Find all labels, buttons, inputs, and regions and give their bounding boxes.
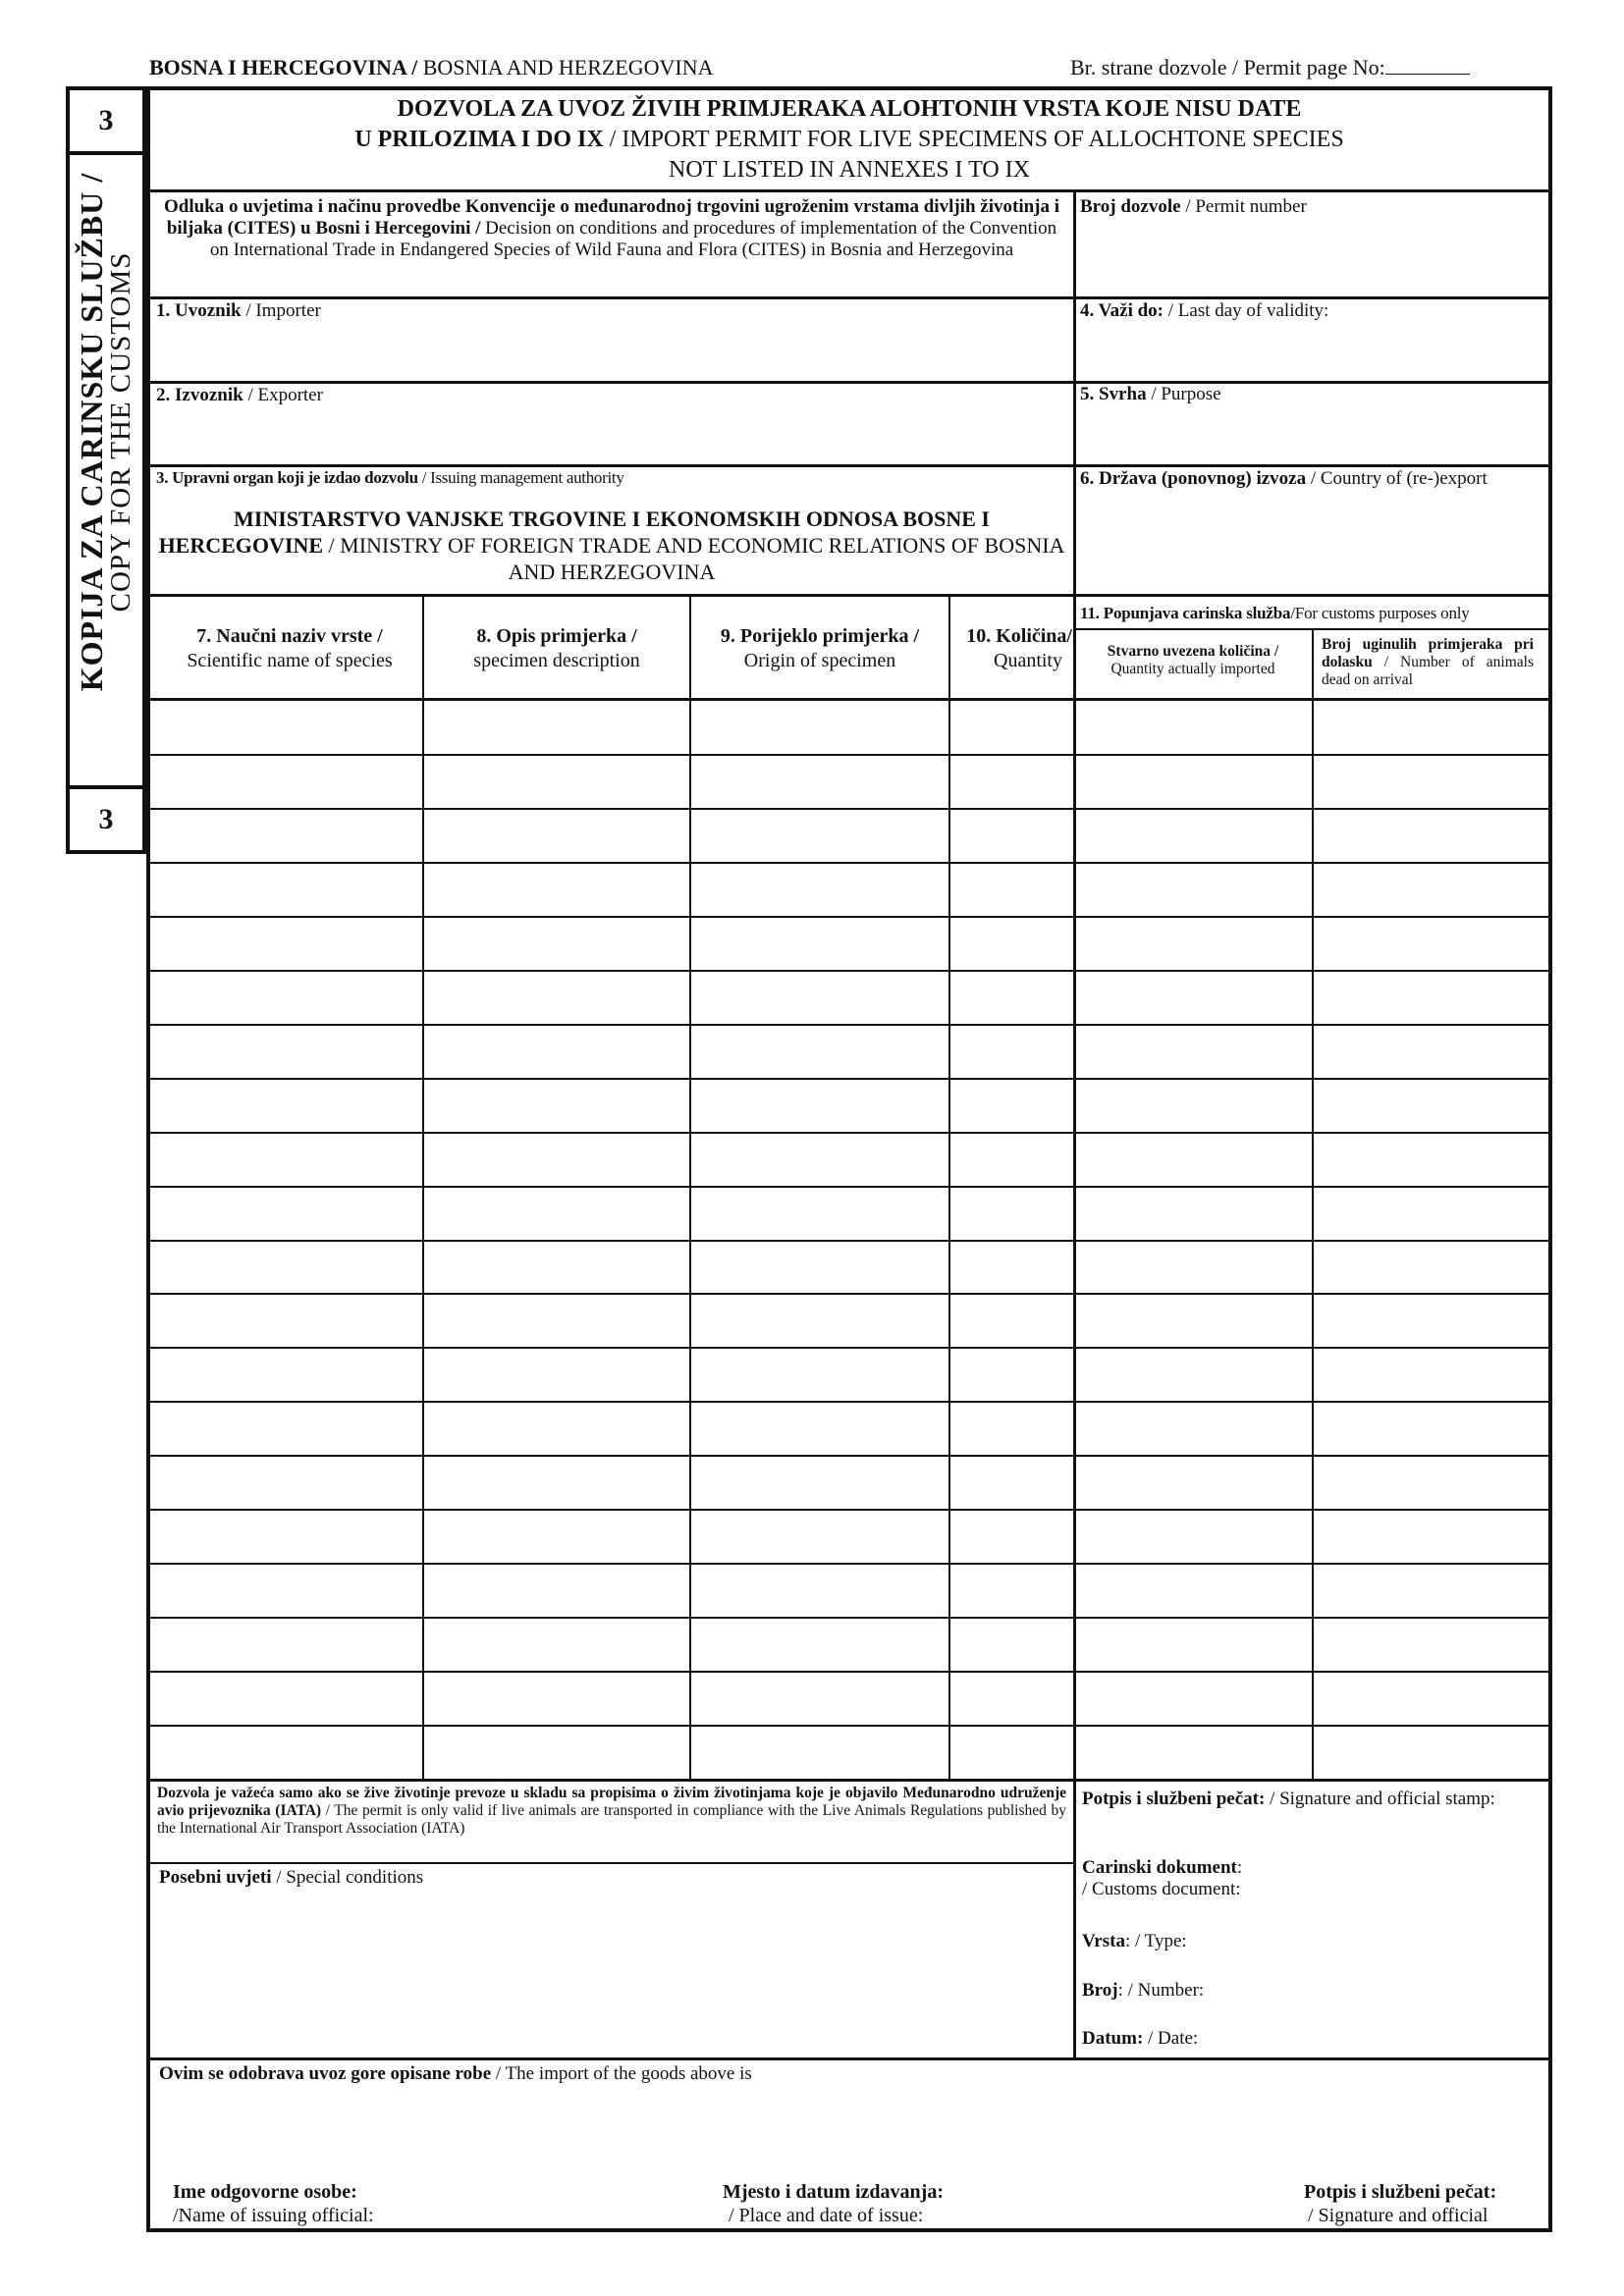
table-cell[interactable] [692, 1081, 946, 1129]
table-cell[interactable] [692, 1027, 946, 1075]
table-cell[interactable] [951, 1027, 1070, 1075]
table-cell[interactable] [425, 1296, 686, 1344]
table-cell[interactable] [951, 1081, 1070, 1129]
decision-text [157, 196, 1066, 261]
table-cell[interactable] [1076, 1512, 1309, 1560]
title-line-2-bs: U PRILOZIMA I DO IX [354, 127, 604, 152]
country-label [1080, 468, 1532, 490]
customs-number-en: : / Number: [1117, 1980, 1205, 2001]
table-cell[interactable] [692, 1189, 946, 1237]
table-cell[interactable] [1315, 1135, 1545, 1183]
issuing-official-bs: Ime odgovorne osobe: [173, 2181, 357, 2203]
customs-number-label [1082, 1980, 1204, 2002]
importer-bs: 1. Uvoznik [156, 300, 242, 321]
col-scientific-name [157, 624, 422, 673]
validity-bs: 4. Važi do: [1080, 300, 1164, 321]
customs-col-quantity [1080, 643, 1306, 678]
table-cell[interactable] [153, 1404, 419, 1452]
col-origin-en: Origin of specimen [743, 650, 896, 671]
customs-type-en: : / Type: [1124, 1931, 1187, 1951]
table-cell[interactable] [692, 1728, 946, 1776]
table-cell[interactable] [153, 1512, 419, 1560]
validity-label [1080, 300, 1328, 322]
table-cell[interactable] [951, 973, 1070, 1021]
table-cell[interactable] [692, 703, 946, 751]
customs-date-en: / Date: [1143, 2028, 1199, 2049]
table-cell[interactable] [425, 1135, 686, 1183]
table-cell[interactable] [692, 1458, 946, 1506]
table-row-divider [150, 1563, 1548, 1565]
table-cell[interactable] [153, 1243, 419, 1291]
customs-col-dead [1322, 636, 1534, 689]
importer-en: / Importer [241, 300, 321, 321]
table-cell[interactable] [425, 1243, 686, 1291]
table-row-divider [150, 916, 1548, 918]
approval-bs: Ovim se odobrava uvoz gore opisane robe [159, 2063, 492, 2084]
col-scientific-name-en: Scientific name of species [187, 650, 393, 671]
customs-signature-bs: Potpis i službeni pečat: [1082, 1789, 1266, 1809]
authority-name-en: / MINISTRY OF FOREIGN TRADE AND ECONOMIC RELATIONS OF BOSNIA AND HERZEGOVINA [323, 533, 1065, 584]
table-cell[interactable] [692, 1512, 946, 1560]
table-header-divider [150, 698, 1548, 701]
table-cell[interactable] [951, 1296, 1070, 1344]
customs-date-bs: Datum: [1082, 2028, 1144, 2049]
table-cell[interactable] [153, 1566, 419, 1614]
table-row-divider [150, 808, 1548, 810]
exporter-label [156, 385, 323, 406]
authority-bs: 3. Upravni organ koji je izdao dozvolu [156, 468, 418, 487]
special-conditions-label [159, 1867, 423, 1889]
table-row-divider [150, 970, 1548, 972]
customs-col-dead-en: / Number of animals dead on arrival [1322, 654, 1534, 688]
table-cell[interactable] [1076, 1135, 1309, 1183]
customs-type-bs: Vrsta [1082, 1931, 1125, 1951]
table-cell[interactable] [1076, 1189, 1309, 1237]
customs-signature-label [1082, 1789, 1534, 1810]
table-cell[interactable] [692, 865, 946, 913]
authority-name [157, 506, 1066, 585]
decision-en: Decision on conditions and procedures of implementation of the Convention on International Trade in Endangered Species of Wild Fauna and Flora (CITES) in Bosnia and Herzegovina [209, 218, 1057, 260]
customs-col-dead-bs: Broj uginulih primjeraka pri dolasku [1322, 636, 1534, 670]
table-cell[interactable] [425, 1350, 686, 1398]
table-cell[interactable] [153, 1458, 419, 1506]
purpose-label [1080, 384, 1221, 405]
table-cell[interactable] [1315, 865, 1545, 913]
issuer-signature [1304, 2180, 1496, 2227]
table-cell[interactable] [692, 1135, 946, 1183]
table-cell[interactable] [1076, 757, 1309, 805]
table-cell[interactable] [692, 1674, 946, 1722]
table-cell[interactable] [1315, 1566, 1545, 1614]
table-cell[interactable] [951, 1728, 1070, 1776]
approval-statement [159, 2063, 752, 2085]
decision-bs: Odluka o uvjetima i načinu provedbe Konvencije o međunarodnoj trgovini ugroženim vrstama divljih životinja i biljaka (CITES) u Bosni i Hercegovini / [163, 196, 1060, 239]
table-row-divider [150, 1671, 1548, 1673]
approval-en: / The import of the goods above is [491, 2063, 752, 2084]
importer-label [156, 300, 321, 322]
permit-number-label [1080, 196, 1307, 218]
country-header-bs: BOSNA I HERCEGOVINA / [149, 55, 418, 80]
table-cell[interactable] [425, 811, 686, 859]
table-cell[interactable] [153, 1081, 419, 1129]
table-cell[interactable] [1315, 1350, 1545, 1398]
table-cell[interactable] [692, 1620, 946, 1668]
country-header-en: BOSNIA AND HERZEGOVINA [417, 55, 714, 80]
table-cell[interactable] [425, 1189, 686, 1237]
customs-document-colon: : [1236, 1857, 1243, 1878]
table-row-divider [150, 1186, 1548, 1188]
table-cell[interactable] [425, 1081, 686, 1129]
table-cell[interactable] [1315, 811, 1545, 859]
table-row-divider [150, 1078, 1548, 1080]
iata-notice-bs: Dozvola je važeća samo ako se žive životinje prevoze u skladu sa propisima o živim životinjama koje je objavilo Međunarodno udruženje avio prijevoznika (IATA) [157, 1785, 1066, 1819]
purpose-bs: 5. Svrha [1080, 384, 1147, 404]
table-cell[interactable] [1076, 811, 1309, 859]
table-cell[interactable] [1315, 1189, 1545, 1237]
permit-number-en: / Permit number [1180, 196, 1307, 217]
table-cell[interactable] [1076, 1243, 1309, 1291]
table-cell[interactable] [425, 1566, 686, 1614]
place-date-issue [723, 2180, 944, 2227]
table-cell[interactable] [1315, 1243, 1545, 1291]
col-description-en: specimen description [473, 650, 640, 671]
table-row-divider [150, 1401, 1548, 1403]
col-description [424, 624, 689, 673]
divider [150, 189, 1548, 192]
col-description-bs: 8. Opis primjerka / [476, 625, 637, 647]
table-cell[interactable] [1315, 703, 1545, 751]
divider [150, 381, 1548, 384]
table-cell[interactable] [425, 1404, 686, 1452]
table-cell[interactable] [692, 1296, 946, 1344]
table-cell[interactable] [951, 1458, 1070, 1506]
table-cell[interactable] [425, 1620, 686, 1668]
table-cell[interactable] [153, 1189, 419, 1237]
title-line-1: DOZVOLA ZA UVOZ ŽIVIH PRIMJERAKA ALOHTONIH VRSTA KOJE NISU DATE [397, 96, 1302, 122]
table-row-divider [150, 1240, 1548, 1242]
table-cell[interactable] [1315, 1296, 1545, 1344]
table-cell[interactable] [153, 1350, 419, 1398]
table-cell[interactable] [153, 865, 419, 913]
iata-notice [157, 1785, 1066, 1838]
col-quantity-bs: 10. Količina/ [966, 625, 1072, 647]
table-cell[interactable] [1315, 1728, 1545, 1776]
table-cell[interactable] [951, 1566, 1070, 1614]
issuer-signature-bs: Potpis i službeni pečat: [1304, 2181, 1497, 2203]
permit-page-field[interactable] [1385, 56, 1470, 75]
copy-label-en: COPY FOR THE CUSTOMS [105, 251, 136, 613]
table-cell[interactable] [153, 1620, 419, 1668]
table-row-divider [150, 1725, 1548, 1727]
divider [150, 296, 1548, 299]
authority-name-bs: MINISTARSTVO VANJSKE TRGOVINE I EKONOMSKIH ODNOSA BOSNE I HERCEGOVINE [158, 507, 990, 558]
place-date-en: / Place and date of issue: [729, 2205, 924, 2226]
table-cell[interactable] [951, 1135, 1070, 1183]
table-cell[interactable] [153, 1728, 419, 1776]
table-cell[interactable] [425, 703, 686, 751]
col-scientific-name-bs: 7. Naučni naziv vrste / [196, 625, 383, 647]
table-cell[interactable] [692, 1350, 946, 1398]
table-cell[interactable] [1315, 1404, 1545, 1452]
issuing-official [173, 2180, 374, 2227]
table-cell[interactable] [153, 973, 419, 1021]
table-cell[interactable] [153, 919, 419, 967]
customs-type-label [1082, 1931, 1187, 1952]
customs-document-label [1082, 1857, 1242, 1900]
divider [150, 464, 1548, 467]
customs-only-heading [1080, 604, 1470, 623]
table-cell[interactable] [951, 865, 1070, 913]
table-cell[interactable] [1076, 1620, 1309, 1668]
table-cell[interactable] [951, 1620, 1070, 1668]
table-cell[interactable] [692, 1404, 946, 1452]
table-row-divider [150, 862, 1548, 864]
table-cell[interactable] [425, 1728, 686, 1776]
table-row-divider [150, 1024, 1548, 1026]
table-cell[interactable] [153, 1135, 419, 1183]
table-cell[interactable] [153, 1027, 419, 1075]
col-origin-bs: 9. Porijeklo primjerka / [720, 625, 920, 647]
divider [1073, 190, 1076, 596]
table-cell[interactable] [1076, 865, 1309, 913]
table-cell[interactable] [1315, 1620, 1545, 1668]
table-cell[interactable] [951, 1350, 1070, 1398]
table-cell[interactable] [951, 1189, 1070, 1237]
purpose-en: / Purpose [1146, 384, 1221, 404]
table-cell[interactable] [425, 973, 686, 1021]
table-cell[interactable] [951, 1404, 1070, 1452]
table-cell[interactable] [1315, 1458, 1545, 1506]
country-header [149, 55, 714, 80]
table-cell[interactable] [153, 703, 419, 751]
table-cell[interactable] [153, 1296, 419, 1344]
validity-en: / Last day of validity: [1164, 300, 1329, 321]
table-row-divider [150, 1293, 1548, 1295]
issuing-official-en: /Name of issuing official: [173, 2205, 374, 2226]
col-origin [691, 624, 948, 673]
table-column-divider [1312, 628, 1314, 1779]
table-cell[interactable] [951, 811, 1070, 859]
table-cell[interactable] [692, 1566, 946, 1614]
table-cell[interactable] [692, 1243, 946, 1291]
table-row-divider [150, 1455, 1548, 1457]
permit-page-number [1070, 55, 1470, 80]
table-row-divider [150, 1509, 1548, 1511]
country-en: / Country of (re-)export [1306, 468, 1488, 489]
customs-document-bs: Carinski dokument [1082, 1857, 1237, 1878]
table-cell[interactable] [1315, 1512, 1545, 1560]
divider [1073, 1780, 1076, 2057]
special-conditions-bs: Posebni uvjeti [159, 1867, 272, 1888]
customs-date-label [1082, 2028, 1198, 2050]
table-cell[interactable] [1076, 1350, 1309, 1398]
copy-number-top: 3 [66, 86, 146, 155]
title-line-2 [150, 125, 1548, 155]
table-cell[interactable] [1076, 1404, 1309, 1452]
permit-title [150, 94, 1548, 186]
table-cell[interactable] [951, 1512, 1070, 1560]
customs-number-bs: Broj [1082, 1980, 1118, 2001]
divider [150, 1779, 1548, 1782]
table-cell[interactable] [153, 757, 419, 805]
permit-page-label: Br. strane dozvole / Permit page No: [1070, 55, 1385, 80]
title-line-3: NOT LISTED IN ANNEXES I TO IX [669, 157, 1030, 183]
table-cell[interactable] [1076, 919, 1309, 967]
table-cell[interactable] [951, 1243, 1070, 1291]
table-cell[interactable] [692, 973, 946, 1021]
table-cell[interactable] [1315, 973, 1545, 1021]
table-row-divider [150, 1347, 1548, 1349]
customs-document-en: / Customs document: [1082, 1879, 1241, 1899]
copy-number-bottom: 3 [66, 785, 146, 854]
table-cell[interactable] [1076, 1566, 1309, 1614]
table-cell[interactable] [1076, 973, 1309, 1021]
table-row-divider [150, 1617, 1548, 1619]
iata-notice-en: / The permit is only valid if live animals are transported in compliance with the Live Animals Regulations published by the International Air Transport Association (IATA) [157, 1802, 1066, 1837]
customs-heading-bs: 11. Popunjava carinska služba [1080, 604, 1291, 622]
special-conditions-en: / Special conditions [271, 1867, 424, 1888]
table-cell[interactable] [425, 919, 686, 967]
customs-signature-en: / Signature and official stamp: [1265, 1789, 1495, 1809]
divider [150, 594, 1548, 597]
customs-heading-en: /For customs purposes only [1290, 604, 1470, 622]
place-date-bs: Mjesto i datum izdavanja: [723, 2181, 944, 2203]
table-cell[interactable] [951, 757, 1070, 805]
table-cell[interactable] [692, 757, 946, 805]
copy-label-bs: KOPIJA ZA CARINSKU SLUŽBU / [74, 172, 109, 692]
customs-col-quantity-en: Quantity actually imported [1110, 661, 1275, 677]
table-cell[interactable] [1315, 757, 1545, 805]
table-cell[interactable] [1076, 1674, 1309, 1722]
divider [150, 1862, 1073, 1864]
col-quantity [950, 624, 1072, 673]
table-cell[interactable] [425, 1458, 686, 1506]
title-line-2-en: / IMPORT PERMIT FOR LIVE SPECIMENS OF ALLOCHTONE SPECIES [603, 127, 1344, 152]
divider [150, 2057, 1548, 2060]
table-row-divider [150, 754, 1548, 756]
special-conditions-field[interactable] [159, 1895, 1068, 2052]
table-cell[interactable] [1076, 1296, 1309, 1344]
table-cell[interactable] [1315, 1027, 1545, 1075]
table-cell[interactable] [1076, 1458, 1309, 1506]
table-cell[interactable] [1315, 1081, 1545, 1129]
table-cell[interactable] [692, 919, 946, 967]
table-cell[interactable] [425, 1027, 686, 1075]
table-row-divider [150, 1132, 1548, 1134]
table-cell[interactable] [425, 757, 686, 805]
table-cell[interactable] [425, 1674, 686, 1722]
table-cell[interactable] [1076, 1081, 1309, 1129]
country-bs: 6. Država (ponovnog) izvoza [1080, 468, 1307, 489]
table-cell[interactable] [425, 1512, 686, 1560]
table-cell[interactable] [1076, 703, 1309, 751]
table-cell[interactable] [153, 1674, 419, 1722]
issuer-signature-en: / Signature and official [1308, 2205, 1489, 2226]
authority-label [156, 468, 624, 488]
table-cell[interactable] [692, 811, 946, 859]
copy-label [67, 118, 145, 746]
table-cell[interactable] [1315, 919, 1545, 967]
permit-number-bs: Broj dozvole [1080, 196, 1181, 217]
table-cell[interactable] [951, 703, 1070, 751]
customs-col-quantity-bs: Stvarno uvezena količina / [1107, 643, 1279, 660]
table-cell[interactable] [1076, 1027, 1309, 1075]
exporter-en: / Exporter [243, 385, 323, 405]
table-cell[interactable] [951, 1674, 1070, 1722]
col-quantity-en: Quantity [994, 650, 1062, 671]
authority-en: / Issuing management authority [417, 468, 624, 487]
table-cell[interactable] [1315, 1674, 1545, 1722]
table-cell[interactable] [425, 865, 686, 913]
exporter-bs: 2. Izvoznik [156, 385, 244, 405]
table-cell[interactable] [153, 811, 419, 859]
table-cell[interactable] [951, 919, 1070, 967]
table-cell[interactable] [1076, 1728, 1309, 1776]
